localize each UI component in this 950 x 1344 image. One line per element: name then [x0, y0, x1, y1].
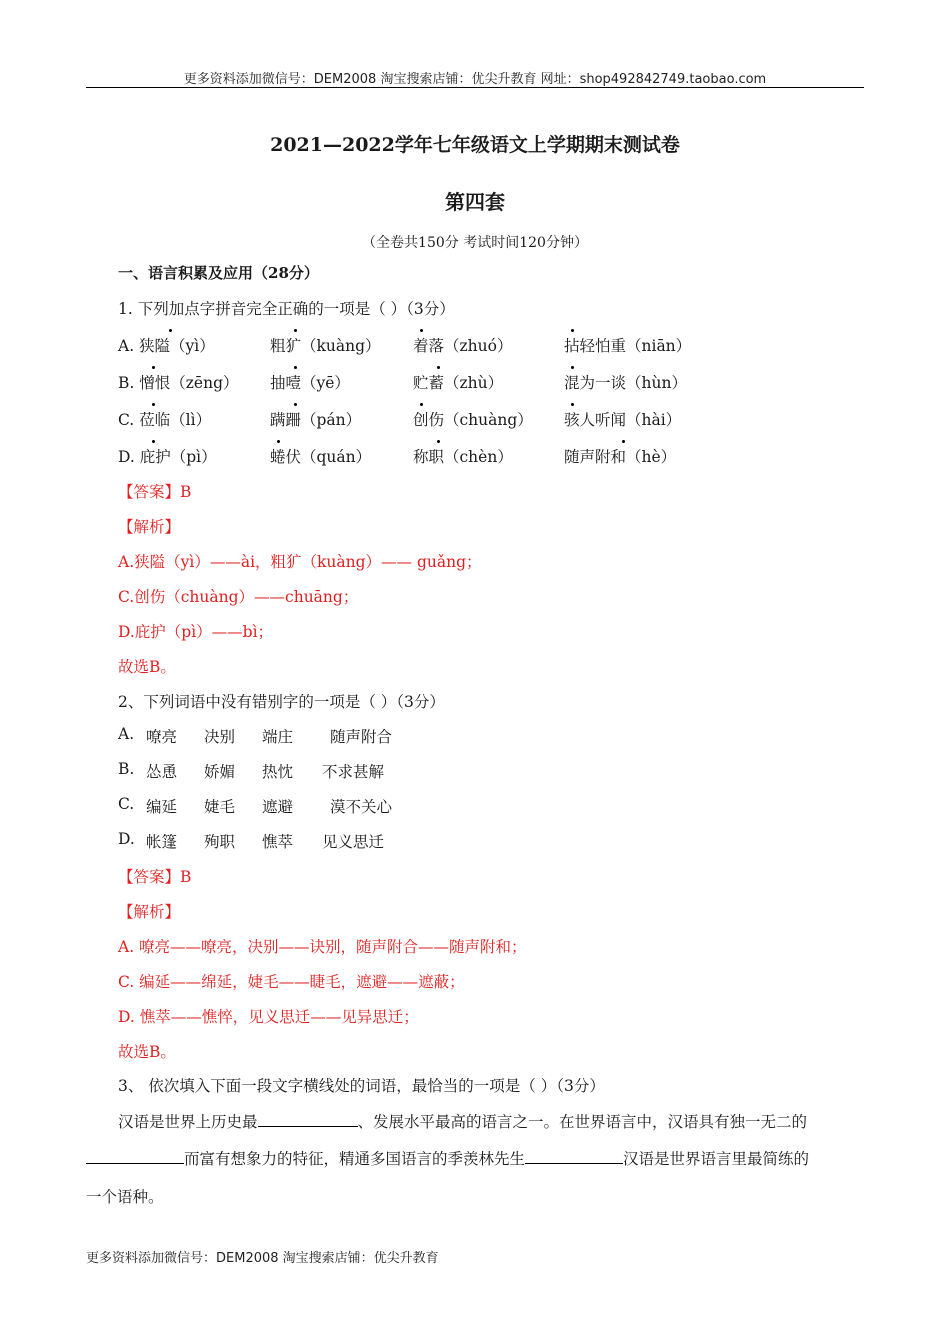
section-heading: 一、语言积累及应用（28分）	[118, 264, 319, 282]
q2-stem: 2、下列词语中没有错别字的一项是（ ）（3分）	[118, 693, 445, 711]
q1-stem: 1. 下列加点字拼音完全正确的一项是（ ）（3分）	[118, 300, 455, 318]
q1-analysis-line: D.庇护（pì）——bì；	[118, 623, 274, 641]
page-header: 更多资料添加微信号：DEM2008 淘宝搜索店铺：优尖升教育 网址：shop492842749.taobao.com	[183, 72, 767, 87]
blank-2	[86, 1149, 184, 1164]
q3-paragraph-line-2: 而富有想象力的特征，精通多国语言的季羡林先生 汉语是世界语言里最简练的	[86, 1147, 809, 1169]
q1-answer: 【答案】B	[118, 483, 192, 501]
q2-analysis-line: A. 嘹亮——嘹亮，决别——诀别，随声附合——随声附和；	[118, 938, 527, 956]
q2-analysis-label: 【解析】	[118, 903, 181, 921]
q3-paragraph-line-1: 汉语是世界上历史最 、发展水平最高的语言之一。在世界语言中，汉语具有独一无二的	[118, 1113, 808, 1131]
header-divider	[86, 87, 864, 88]
q3-paragraph-line-3: 一个语种。	[86, 1188, 164, 1206]
page-title: 2021—2022学年七年级语文上学期期末测试卷	[270, 134, 680, 156]
blank-3	[525, 1149, 623, 1164]
q2-conclusion: 故选B。	[118, 1043, 176, 1061]
page-footer: 更多资料添加微信号：DEM2008 淘宝搜索店铺：优尖升教育	[86, 1251, 439, 1266]
q3-stem: 3、 依次填入下面一段文字横线处的词语，最恰当的一项是（ ）（3分）	[118, 1077, 605, 1095]
q1-conclusion: 故选B。	[118, 658, 176, 676]
blank-1	[258, 1112, 358, 1127]
q1-analysis-label: 【解析】	[118, 518, 181, 536]
q1-analysis-line: A.狭隘（yì）——ài，粗犷（kuàng）—— guǎng；	[118, 553, 482, 571]
q2-answer: 【答案】B	[118, 868, 192, 886]
q2-analysis-line: D. 憔萃——憔悴，见义思迁——见异思迁；	[118, 1008, 419, 1026]
set-title: 第四套	[445, 190, 505, 214]
exam-info: （全卷共150分 考试时间120分钟）	[362, 235, 588, 251]
q2-analysis-line: C. 编延——绵延，婕毛——睫毛，遮避——遮蔽；	[118, 973, 465, 991]
q1-analysis-line: C.创伤（chuàng）——chuāng；	[118, 588, 359, 606]
